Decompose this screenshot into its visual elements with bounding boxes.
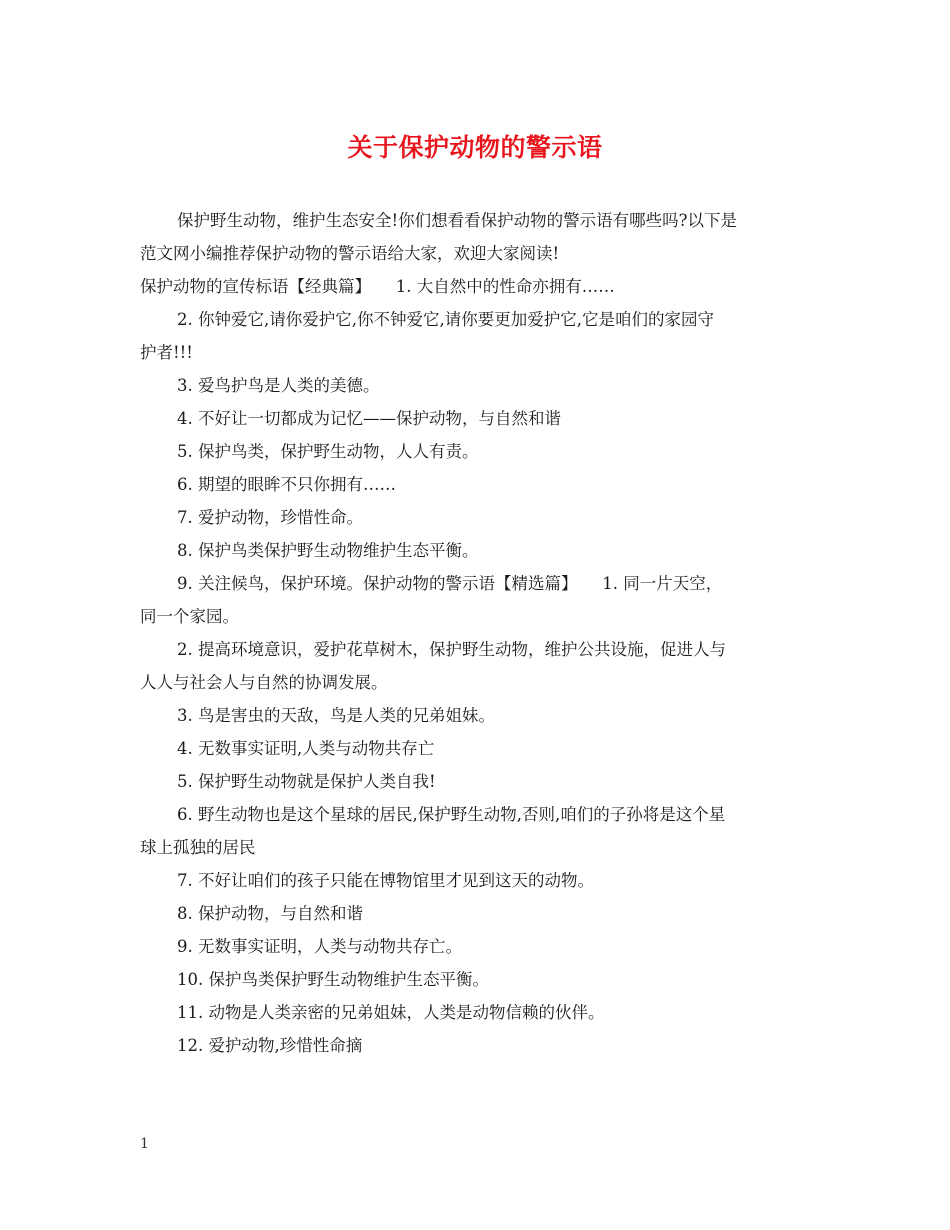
list-item: 9. 关注候鸟，保护环境。保护动物的警示语【精选篇】 1. 同一片天空， bbox=[177, 574, 723, 593]
list-item: 3. 爱鸟护鸟是人类的美德。 bbox=[177, 376, 380, 395]
list-item: 2. 你钟爱它,请你爱护它,你不钟爱它,请你要更加爱护它,它是咱们的家园守 bbox=[177, 310, 714, 329]
list-item: 12. 爱护动物,珍惜性命摘 bbox=[177, 1036, 363, 1055]
list-item-continuation: 球上孤独的居民 bbox=[140, 838, 256, 857]
list-item: 4. 不好让一切都成为记忆——保护动物，与自然和谐 bbox=[177, 409, 561, 428]
list-item: 10. 保护鸟类保护野生动物维护生态平衡。 bbox=[177, 970, 489, 989]
list-item: 4. 无数事实证明,人类与动物共存亡 bbox=[177, 739, 435, 758]
list-item: 8. 保护动物，与自然和谐 bbox=[177, 904, 363, 923]
list-item: 5. 保护鸟类，保护野生动物，人人有责。 bbox=[177, 442, 479, 461]
page-number: 1 bbox=[140, 1136, 149, 1152]
section-heading-line: 保护动物的宣传标语【经典篇】 1. 大自然中的性命亦拥有…… bbox=[140, 277, 615, 296]
intro-paragraph-line: 范文网小编推荐保护动物的警示语给大家，欢迎大家阅读! bbox=[140, 244, 560, 263]
list-item-continuation: 护者!!! bbox=[140, 343, 193, 362]
list-item: 2. 提高环境意识，爱护花草树木，保护野生动物，维护公共设施，促进人与 bbox=[177, 640, 726, 659]
list-item: 9. 无数事实证明，人类与动物共存亡。 bbox=[177, 937, 462, 956]
list-item: 6. 野生动物也是这个星球的居民,保护野生动物,否则,咱们的子孙将是这个星 bbox=[177, 805, 726, 824]
list-item-continuation: 人人与社会人与自然的协调发展。 bbox=[140, 673, 388, 692]
list-item: 7. 不好让咱们的孩子只能在博物馆里才见到这天的动物。 bbox=[177, 871, 594, 890]
list-item: 5. 保护野生动物就是保护人类自我! bbox=[177, 772, 436, 791]
list-item-continuation: 同一个家园。 bbox=[140, 607, 239, 626]
list-item: 6. 期望的眼眸不只你拥有…… bbox=[177, 475, 396, 494]
list-item: 3. 鸟是害虫的天敌，鸟是人类的兄弟姐妹。 bbox=[177, 706, 495, 725]
list-item: 11. 动物是人类亲密的兄弟姐妹，人类是动物信赖的伙伴。 bbox=[177, 1003, 605, 1022]
list-item: 7. 爱护动物，珍惜性命。 bbox=[177, 508, 363, 527]
intro-paragraph-line: 保护野生动物，维护生态安全!你们想看看保护动物的警示语有哪些吗?以下是 bbox=[177, 211, 737, 230]
document-body bbox=[140, 204, 812, 1062]
list-item: 8. 保护鸟类保护野生动物维护生态平衡。 bbox=[177, 541, 479, 560]
document-title: 关于保护动物的警示语 bbox=[347, 133, 603, 162]
